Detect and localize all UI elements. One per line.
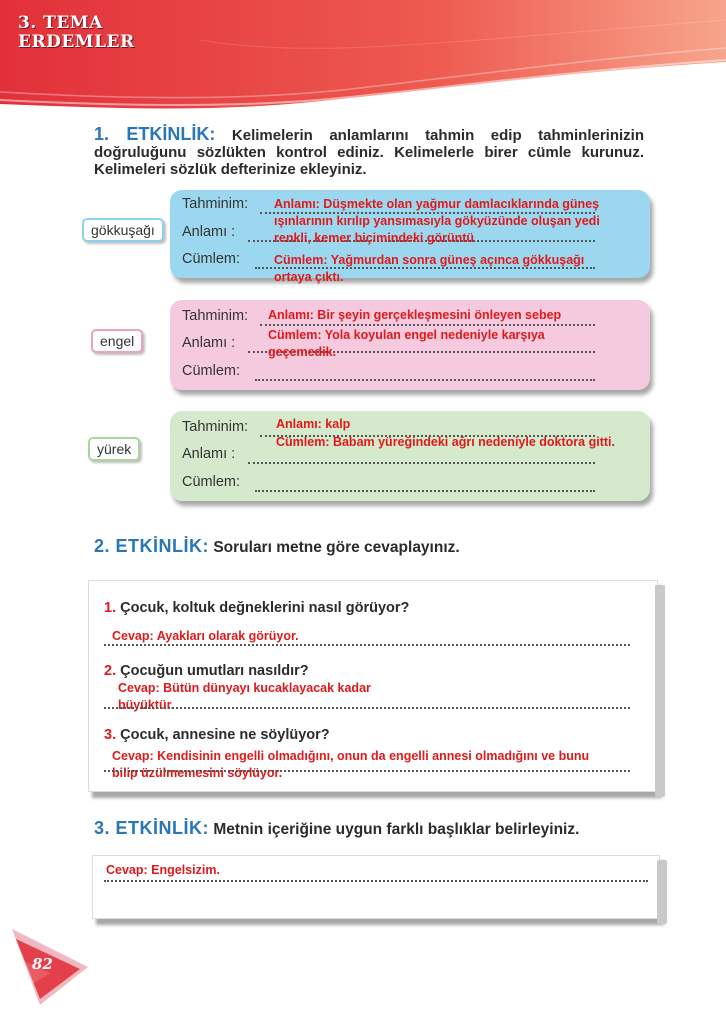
sentence-answer-yurek: Cümlem: Babam yüreğindeki ağrı nedeniyle doktora gitti. <box>276 435 615 449</box>
word-tag-yurek: yürek <box>88 437 140 461</box>
question-1 <box>104 600 409 616</box>
answer-line-3[interactable] <box>104 770 630 772</box>
theme-title <box>18 14 135 52</box>
activity3-answer-line[interactable] <box>104 880 648 882</box>
sentence-line[interactable] <box>255 379 595 381</box>
question-number: 1. <box>104 600 117 616</box>
guess-line[interactable] <box>260 324 595 326</box>
meaning-line[interactable] <box>248 462 595 464</box>
activity3-heading <box>94 820 579 838</box>
activity3-answer: Cevap: Engelsizim. <box>106 863 220 877</box>
meaning-label: Anlamı : <box>182 224 236 240</box>
answer-line-2[interactable] <box>104 707 630 709</box>
word-tag-engel: engel <box>91 329 143 353</box>
activity1-instruction: Kelimelerin anlamlarını tahmin edip tahminlerinizin doğruluğunu sözlükten kontrol ediniz. Kelimelerle birer cümle kurunuz. Kelimeleri sözlük defterinize ekleyiniz. <box>94 127 644 178</box>
guess-label: Tahminim: <box>182 308 249 324</box>
activity2-label: 2. ETKİNLİK: <box>94 536 210 556</box>
answer-line-1[interactable] <box>104 644 630 646</box>
meaning-answer-yurek: Anlamı: kalp <box>276 417 351 431</box>
word-tag-gokkusagi: gökkuşağı <box>82 218 164 242</box>
answer-2: Cevap: Bütün dünyayı kucaklayacak kadar büyüktür. <box>118 681 371 712</box>
page-number: 82 <box>32 955 53 973</box>
sentence-label: Cümlem: <box>182 474 241 490</box>
question-number: 2. <box>104 663 117 679</box>
sentence-answer-engel: Cümlem: Yola koyulan engel nedeniyle karşıya geçemedik. <box>268 328 545 359</box>
header-banner <box>0 0 726 112</box>
sentence-line[interactable] <box>255 490 595 492</box>
question-3 <box>104 727 330 743</box>
theme-number: 3. TEMA <box>18 13 103 33</box>
question-number: 3. <box>104 727 117 743</box>
activity1-heading <box>94 126 644 178</box>
question-text: Çocuk, annesine ne söylüyor? <box>120 727 330 743</box>
activity3-instruction: Metnin içeriğine uygun farklı başlıklar belirleyiniz. <box>213 821 580 838</box>
answer-1: Cevap: Ayakları olarak görüyor. <box>112 629 299 643</box>
panel-edge <box>657 860 667 924</box>
meaning-label: Anlamı : <box>182 446 236 462</box>
meaning-label: Anlamı : <box>182 335 236 351</box>
sentence-label: Cümlem: <box>182 363 241 379</box>
meaning-answer-gokkusagi: Anlamı: Düşmekte olan yağmur damlacıklarında güneş ışınlarının kırılıp yansımasıyla gökyüzünde oluşan yedi renkli, kemer biçimindeki görüntü <box>274 197 600 245</box>
guess-label: Tahminim: <box>182 196 249 212</box>
question-text: Çocuğun umutları nasıldır? <box>120 663 309 679</box>
sentence-label: Cümlem: <box>182 251 241 267</box>
meaning-answer-engel: Anlamı: Bir şeyin gerçekleşmesini önleyen sebep <box>268 308 562 322</box>
activity2-heading <box>94 538 460 556</box>
activity1-label: 1. ETKİNLİK: <box>94 124 216 144</box>
answer-3: Cevap: Kendisinin engelli olmadığını, onun da engelli annesi olmadığını ve bunu bilip üzülmemesini söylüyor. <box>112 749 590 780</box>
question-2 <box>104 663 309 679</box>
theme-name: ERDEMLER <box>18 32 135 52</box>
activity3-label: 3. ETKİNLİK: <box>94 818 210 838</box>
guess-label: Tahminim: <box>182 419 249 435</box>
activity2-instruction: Soruları metne göre cevaplayınız. <box>213 539 460 556</box>
question-text: Çocuk, koltuk değneklerini nasıl görüyor? <box>120 600 410 616</box>
panel-edge <box>655 585 665 797</box>
sentence-answer-gokkusagi: Cümlem: Yağmurdan sonra güneş açınca gökkuşağı ortaya çıktı. <box>274 253 585 284</box>
